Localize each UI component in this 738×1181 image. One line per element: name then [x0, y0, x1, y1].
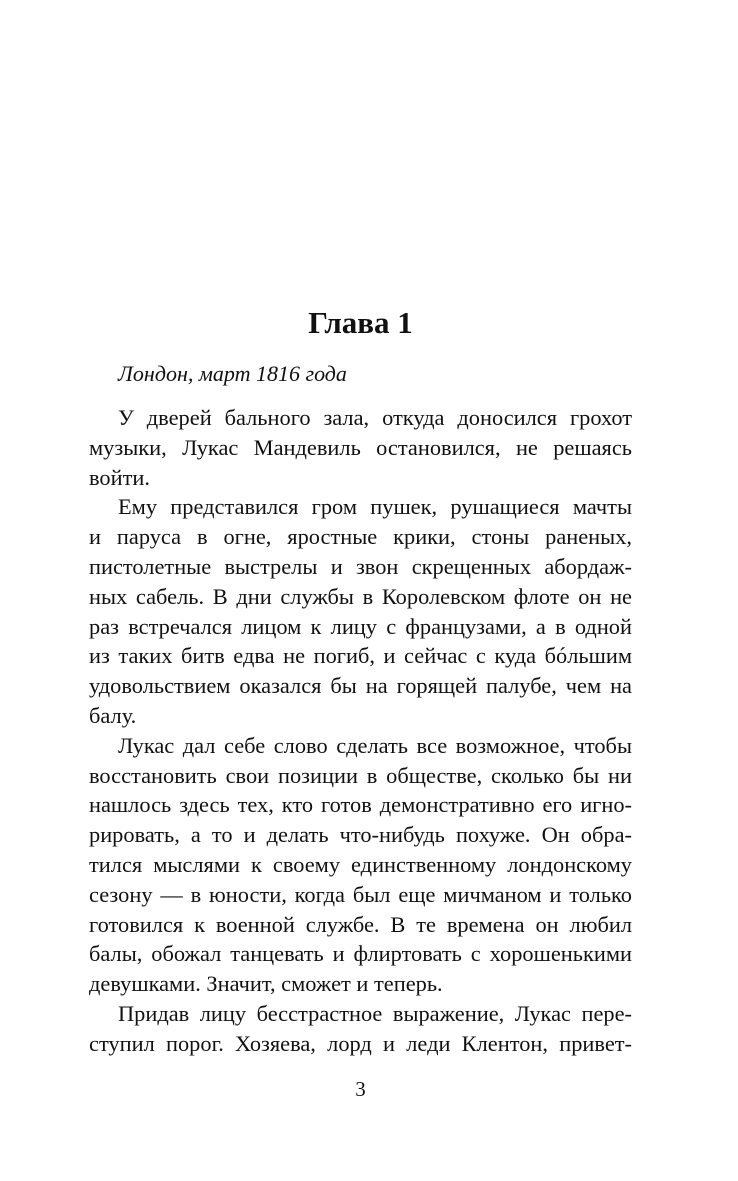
body-text	[89, 403, 632, 1059]
text-line: готовился к военной службе. В те времена он любил	[89, 911, 632, 937]
text-line: Придав лицу бесстрастное выражение, Лукас пере-	[118, 1000, 632, 1026]
text-line: ных сабель. В дни службы в Королевском флоте он не	[89, 583, 632, 609]
text-line: раз встречался лицом к лицу с французами, а в одной	[89, 613, 632, 639]
text-line: и паруса в огне, яростные крики, стоны раненых,	[89, 524, 632, 550]
text-line: сезону — в юности, когда был еще мичманом и только	[89, 881, 632, 907]
text-line: удовольствием оказался бы на горящей палубе, чем на	[89, 673, 632, 699]
text-line: музыки, Лукас Мандевиль остановился, не решаясь	[89, 434, 632, 460]
text-line: рировать, а то и делать что-нибудь похуже. Он обра-	[89, 822, 632, 848]
text-line: восстановить свои позиции в обществе, сколько бы ни	[89, 762, 632, 788]
text-line: балы, обожал танцевать и флиртовать с хорошенькими	[89, 941, 632, 967]
text-line: балу.	[89, 702, 137, 728]
book-page	[89, 0, 632, 1181]
chapter-epigraph: Лондон, март 1816 года	[118, 361, 347, 386]
text-line: нашлось здесь тех, кто готов демонстративно его игно-	[89, 792, 632, 818]
chapter-title: Глава 1	[308, 305, 413, 340]
text-line: из таких битв едва не погиб, и сейчас с куда бóльшим	[89, 643, 632, 669]
text-line: Лукас дал себе слово сделать все возможное, чтобы	[118, 732, 632, 758]
text-line: войти.	[89, 464, 150, 490]
text-line: девушками. Значит, сможет и теперь.	[89, 971, 443, 997]
page-number: 3	[355, 1077, 366, 1101]
text-line: ступил порог. Хозяева, лорд и леди Клентон, привет-	[89, 1030, 632, 1056]
text-line: пистолетные выстрелы и звон скрещенных абордаж-	[89, 553, 632, 579]
text-line: Ему представился гром пушек, рушащиеся мачты	[118, 494, 632, 520]
text-line: У дверей бального зала, откуда доносился грохот	[118, 405, 632, 430]
text-line: тился мыслями к своему единственному лондонскому	[89, 851, 632, 877]
